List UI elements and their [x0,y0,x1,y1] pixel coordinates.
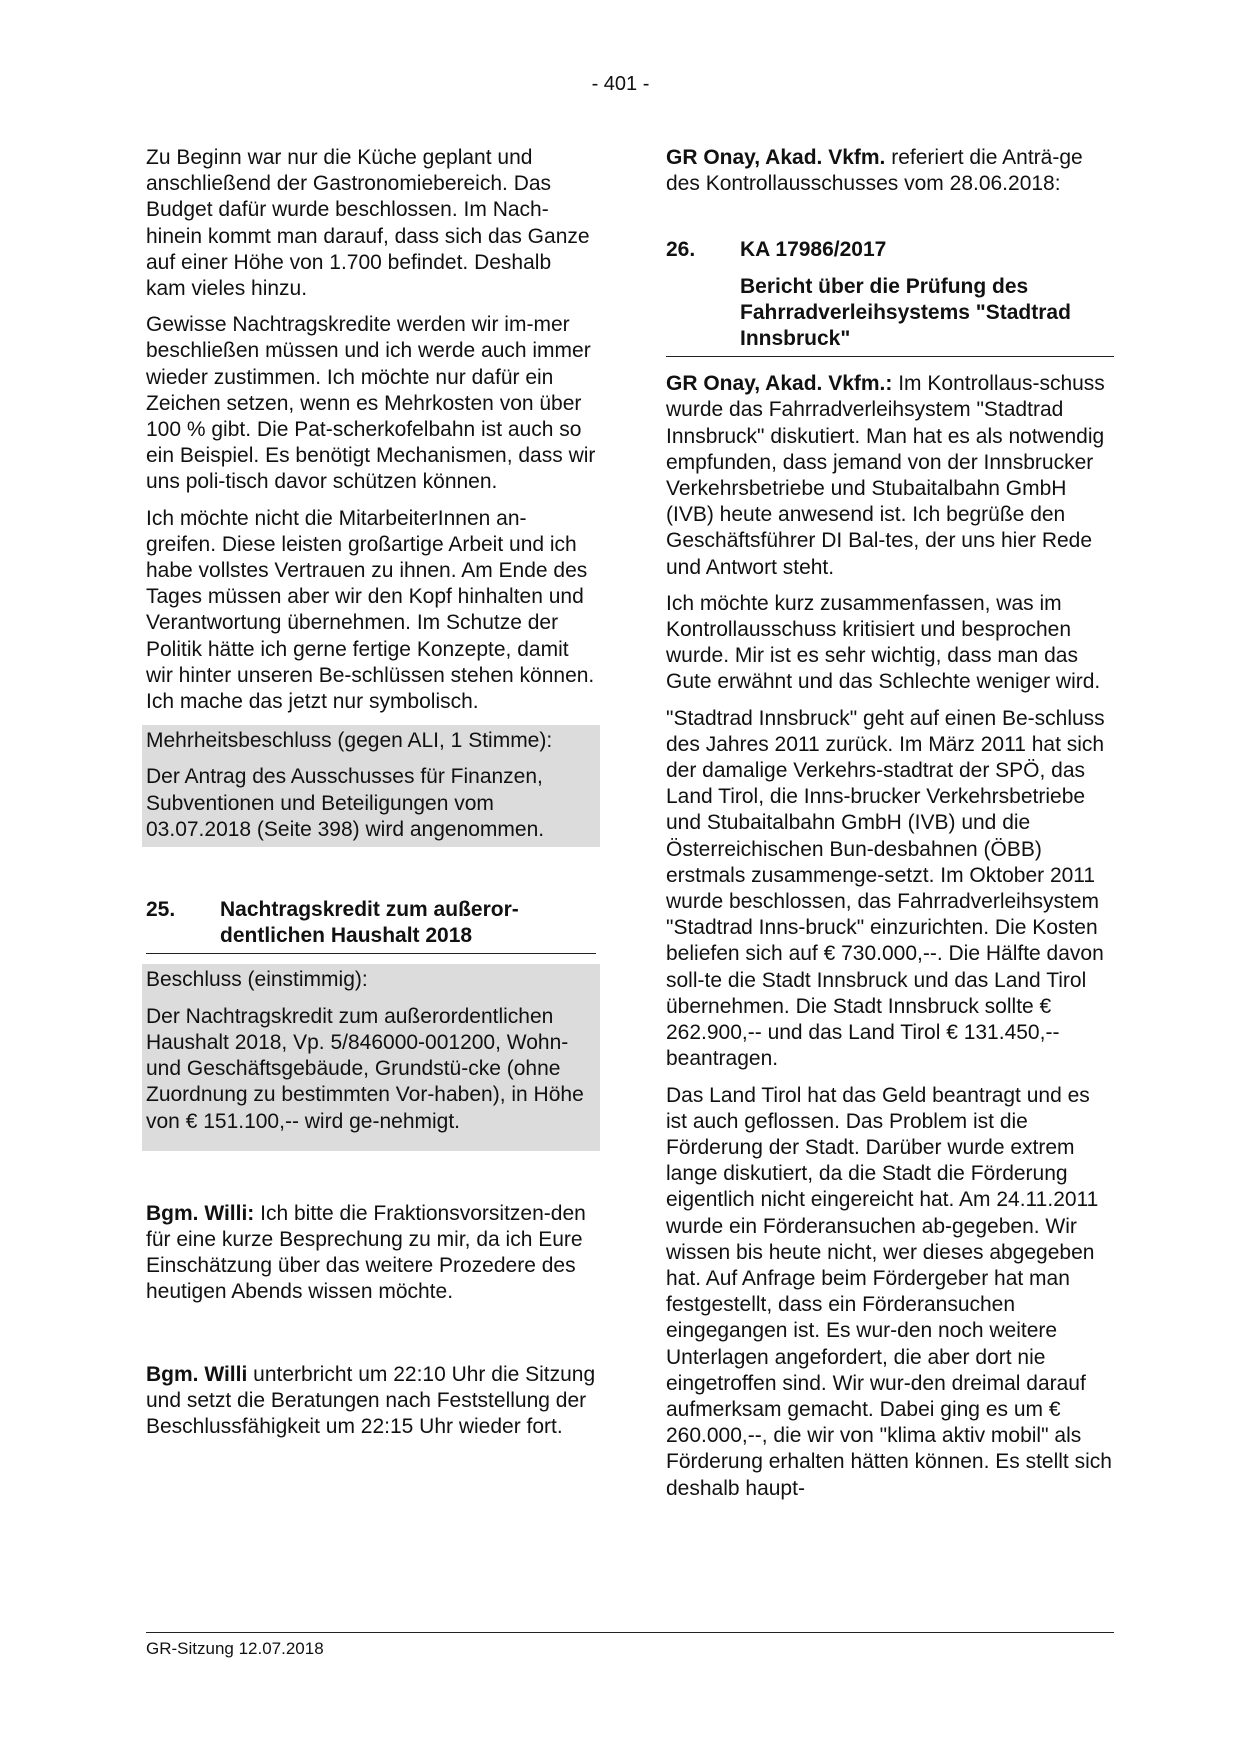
resolution-label-1: Mehrheitsbeschluss (gegen ALI, 1 Stimme): [146,729,553,753]
right-intro-text: referiert die Anträ-ge des Kontrollausschusses vom 28.06.2018: [666,146,1083,196]
item-25-number: 25. [146,898,176,922]
speaker-onay-2: GR Onay, Akad. Vkfm.: [666,372,893,396]
resolution-label-2: Beschluss (einstimmig): [146,968,368,992]
left-column [146,145,596,1450]
item-25-rule [146,953,596,954]
left-paragraph-4 [146,1201,596,1306]
resolution-box-1 [142,725,600,847]
right-paragraph-1 [666,371,1114,581]
footer-rule [146,1632,1114,1633]
item-26-heading [666,237,1114,263]
item-26-title-row [666,274,1114,353]
left-paragraph-5-text: unterbricht um 22:10 Uhr die Sitzung und setzt die Beratungen nach Feststellung der Beschlussfähigkeit um 22:15 Uhr wieder fort. [146,1362,596,1438]
item-25-title: Nachtragskredit zum außeror-dentlichen Haushalt 2018 [220,898,519,948]
right-paragraph-1-text: Im Kontrollaus-schuss wurde das Fahrradverleihsystem "Stadtrad Innsbruck" diskutiert. Man hat es als notwendig empfunden, dass jemand von der Innsbrucker Verkehrsbetriebe und Stubaitalbahn GmbH (IVB) heute anwesend ist. Ich begrüße den Geschäftsführer DI Bal-tes, der uns hier Rede und Antwort steht. [666,372,1105,579]
page-number: - 401 - [591,73,650,95]
left-paragraph-5 [146,1362,596,1441]
item-25-heading [146,897,596,949]
item-26-title: Bericht über die Prüfung des Fahrradverleihsystems "Stadtrad Innsbruck" [740,274,1071,351]
right-intro [666,145,1114,197]
left-paragraph-2: Gewisse Nachtragskredite werden wir im-mer beschließen müssen und ich werde auch immer wieder zustimmen. Ich möchte nur dafür ein Zeichen setzen, wenn es Mehrkosten von über 100 % gibt. Die Pat-scherkofelbahn ist auch so ein Beispiel. Es benötigt Mechanismen, dass wir uns poli-tisch davor schützen können. [146,313,596,494]
left-paragraph-4-text: Ich bitte die Fraktionsvorsitzen-den für eine kurze Besprechung zu mir, da ich Eure Einschätzung über das weitere Prozedere des heutigen Abends wissen möchte. [146,1201,586,1304]
footer-text: GR-Sitzung 12.07.2018 [146,1639,324,1658]
speaker-willi-1: Bgm. Willi: [146,1201,255,1225]
speaker-willi-2: Bgm. Willi [146,1362,248,1386]
resolution-text-2: Der Nachtragskredit zum außerordentlichen Haushalt 2018, Vp. 5/846000-001200, Wohn- und Geschäftsgebäude, Grundstü-cke (ohne Zuordnung zu bestimmten Vor-haben), in Höhe von € 151.100,-- wird ge-nehmigt. [146,1004,584,1133]
item-26-rule [666,356,1114,357]
item-26-code: KA 17986/2017 [740,238,887,262]
right-paragraph-3: "Stadtrad Innsbruck" geht auf einen Be-schluss des Jahres 2011 zurück. Im März 2011 hat sich der damalige Verkehrs-stadtrat der SPÖ, das Land Tirol, die Inns-brucker Verkehrsbetriebe und Stubaitalbahn GmbH (IVB) und die Österreichischen Bun-desbahnen (ÖBB) erstmals zusammenge-setzt. Im Oktober 2011 wurde beschlossen, das Fahrradverleihsystem "Stadtrad Inns-bruck" einzurichten. Die Kosten beliefen sich auf € 730.000,--. Die Hälfte davon soll-te die Stadt Innsbruck und das Land Tirol übernehmen. Die Stadt Innsbruck sollte € 262.900,-- und das Land Tirol € 131.450,-- beantragen. [666,706,1105,1071]
speaker-onay-1: GR Onay, Akad. Vkfm. [666,146,886,169]
right-column [666,145,1114,1512]
right-paragraph-4: Das Land Tirol hat das Geld beantragt und es ist auch geflossen. Das Problem ist die Förderung der Stadt. Darüber wurde extrem lange diskutiert, da die Stadt die Förderung eigentlich nicht eingereicht hat. Am 24.11.2011 wurde ein Förderansuchen ab-gegeben. Wir wissen bis heute nicht, wer dieses abgegeben hat. Auf Anfrage beim Fördergeber hat man festgestellt, dass ein Förderansuchen eingegangen ist. Es wur-den noch weitere Unterlagen angefordert, die aber dort nie eingetroffen sind. Wir wur-den dreimal darauf aufmerksam gemacht. Dabei ging es um € 260.000,--, die wir von "klima aktiv mobil" als Förderung erhalten hätten können. Es stellt sich deshalb haupt- [666,1083,1112,1500]
right-paragraph-2: Ich möchte kurz zusammenfassen, was im Kontrollausschuss kritisiert und besprochen wurde. Mir ist es sehr wichtig, dass man das Gute erwähnt und das Schlechte weniger wird. [666,591,1101,694]
item-26-indent [666,274,740,353]
resolution-text-1: Der Antrag des Ausschusses für Finanzen, Subventionen und Beteiligungen vom 03.07.2018 (Seite 398) wird angenommen. [146,765,545,841]
left-paragraph-3: Ich möchte nicht die MitarbeiterInnen an-greifen. Diese leisten großartige Arbeit und ich habe vollstes Vertrauen zu ihnen. Am Ende des Tages müssen aber wir den Kopf hinhalten und Verantwortung übernehmen. Im Schutze der Politik hätte ich gerne fertige Konzepte, damit wir hinter unseren Be-schlüssen stehen können. Ich mache das jetzt nur symbolisch. [146,506,595,714]
left-paragraph-1: Zu Beginn war nur die Küche geplant und anschließend der Gastronomiebereich. Das Budget dafür wurde beschlossen. Im Nach-hinein kommt man darauf, dass sich das Ganze auf einer Höhe von 1.700 befindet. Deshalb kam vieles hinzu. [146,146,590,301]
resolution-box-2 [142,964,600,1150]
item-26-number: 26. [666,238,696,262]
